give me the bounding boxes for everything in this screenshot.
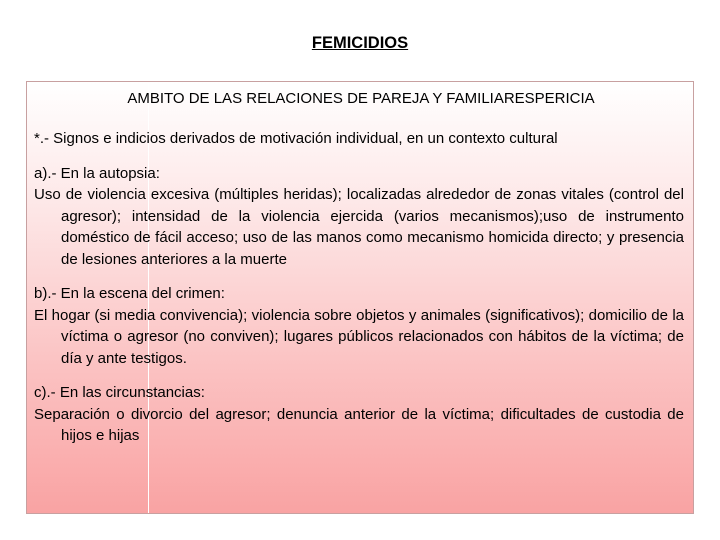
section-a-heading: a).- En la autopsia: bbox=[34, 164, 160, 182]
section-c-heading: c).- En las circunstancias: bbox=[34, 384, 205, 401]
section-c-body: Separación o divorcio del agresor; denuncia anterior de la víctima; dificultades de custodia de hijos e hijas bbox=[34, 405, 684, 444]
box-subtitle: AMBITO DE LAS RELACIONES DE PAREJA Y FAMILIARESPERICIA bbox=[127, 90, 595, 107]
section-a-body: Uso de violencia excesiva (múltiples heridas); localizadas alrededor de zonas vitales (control del agresor); intensidad de la violencia ejercida (varios mecanismos);uso de instrumento doméstico de fácil acceso; uso de las manos como mecanismo homicida directo; y presencia de lesiones anteriores a la muerte bbox=[34, 186, 684, 268]
section-b-body: El hogar (si media convivencia); violencia sobre objetos y animales (significativos); domicilio de la víctima o agresor (no conviven); lugares públicos relacionados con hábitos de la víctima; de día y ante testigos. bbox=[34, 306, 684, 367]
content-box bbox=[26, 81, 694, 514]
box-content bbox=[34, 128, 684, 447]
section-b-heading: b).- En la escena del crimen: bbox=[34, 285, 225, 302]
intro-paragraph: *.- Signos e indicios derivados de motivación individual, en un contexto cultural bbox=[34, 130, 558, 147]
page-title: FEMICIDIOS bbox=[311, 34, 409, 52]
